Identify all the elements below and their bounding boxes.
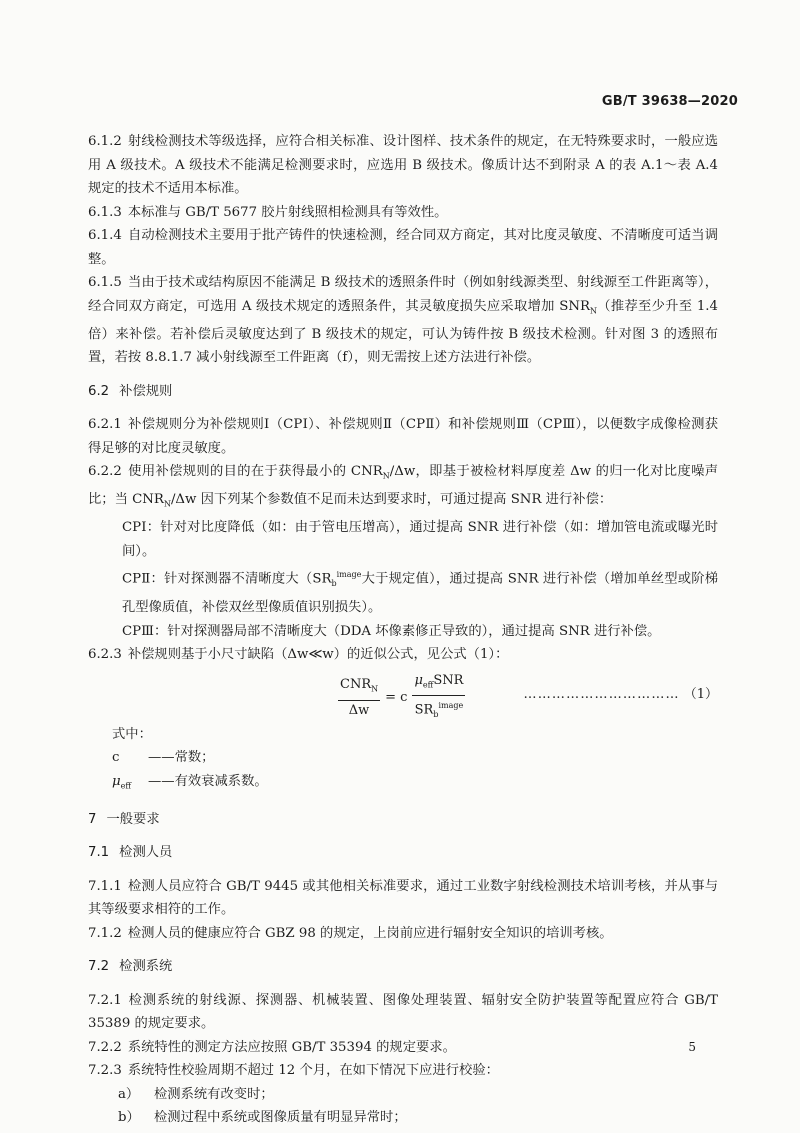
clause-number: 6.1.5 bbox=[88, 275, 122, 290]
rule-text: CPⅡ：针对探测器不清晰度大（SR bbox=[122, 571, 332, 587]
clause-number: 6.1.2 bbox=[88, 134, 122, 149]
superscript: image bbox=[438, 701, 464, 711]
clause-number: 7.2.3 bbox=[88, 1063, 122, 1079]
subscript: eff bbox=[422, 680, 434, 690]
clause-6-2-1 bbox=[88, 413, 718, 460]
clause-text: 射线检测技术等级选择，应符合相关标准、设计图样、技术条件的规定，在无特殊要求时，一般应选用 A 级技术。A 级技术不能满足检测要求时，应选用 B 级技术。像质计达不到附录 A 的表 A.1～表 A.4 规定的技术不适用本标准。 bbox=[88, 134, 718, 196]
list-text: 检测过程中系统或图像质量有明显异常时； bbox=[154, 1110, 407, 1126]
clause-text: 系统特性校验周期不超过 12 个月，在如下情况下应进行校验： bbox=[127, 1063, 499, 1079]
equation-number: （1） bbox=[683, 686, 718, 702]
heading-number: 7 bbox=[88, 811, 97, 827]
leader-dots: …………………………… bbox=[523, 686, 680, 702]
clause-text: 系统特性的测定方法应按照 GB/T 35394 的规定要求。 bbox=[127, 1039, 456, 1055]
where-label: 式中： bbox=[112, 726, 152, 742]
list-item-b bbox=[88, 1106, 718, 1130]
heading-7-2 bbox=[88, 955, 718, 979]
clause-text: 使用补偿规则的目的在于获得最小的 CNR bbox=[127, 464, 383, 480]
clause-text-cont: /Δw，即基于被检材料厚度差 Δw 的归一化对比度噪声比；当 CNR bbox=[88, 464, 719, 508]
rhs-fraction bbox=[412, 673, 465, 724]
clause-7-2-1 bbox=[88, 989, 718, 1036]
subscript: N bbox=[382, 471, 390, 481]
heading-number: 6.2 bbox=[88, 383, 110, 399]
clause-text: 本标准与 GB/T 5677 胶片射线照相检测具有等效性。 bbox=[127, 204, 448, 220]
where-c bbox=[88, 746, 718, 770]
lhs-numerator: CNR bbox=[340, 677, 372, 692]
heading-number: 7.1 bbox=[88, 845, 110, 861]
subscript: N bbox=[590, 306, 597, 316]
clause-number: 7.2.2 bbox=[88, 1039, 122, 1055]
symbol: c bbox=[112, 750, 120, 766]
clause-6-1-3 bbox=[88, 201, 718, 225]
clause-7-1-2 bbox=[88, 922, 718, 946]
lhs-denominator: Δw bbox=[348, 702, 370, 718]
clause-number: 6.1.3 bbox=[88, 204, 122, 220]
clause-text: 自动检测技术主要用于批产铸件的快速检测，经合同双方商定，其对比度灵敏度、不清晰度可适当调整。 bbox=[88, 228, 718, 267]
clause-number: 7.2.1 bbox=[88, 992, 122, 1008]
heading-number: 7.2 bbox=[88, 959, 110, 975]
mu-symbol: μ bbox=[414, 672, 423, 688]
clause-6-2-3 bbox=[88, 643, 718, 667]
clause-6-1-5 bbox=[88, 271, 718, 370]
clause-text: 补偿规则基于小尺寸缺陷（Δw≪w）的近似公式，见公式（1）： bbox=[127, 647, 509, 663]
list-label: b） bbox=[118, 1110, 140, 1126]
page-number: 5 bbox=[688, 1040, 696, 1054]
symbol bbox=[112, 770, 148, 798]
list-item-a bbox=[88, 1083, 718, 1107]
clause-text-cont: （推荐至少升至 1.4 倍）来补偿。若补偿后灵敏度达到了 B 级技术的规定，可认为铸件按 B 级技术检测。针对图 3 的透照布置，若按 8.8.1.7 减小射线源至工件距离（f），则无需按上述方法进行补偿。 bbox=[88, 298, 718, 366]
heading-6-2 bbox=[88, 380, 718, 404]
clause-7-1-1 bbox=[88, 875, 718, 922]
clause-text-cont: /Δw 因下列某个参数值不足而未达到要求时，可通过提高 SNR 进行补偿： bbox=[170, 492, 613, 508]
subscript: eff bbox=[120, 781, 132, 791]
rule-cp3: CPⅢ：针对探测器局部不清晰度大（DDA 坏像素修正导致的），通过提高 SNR 进行补偿。 bbox=[122, 623, 661, 639]
rhs-denominator: SR bbox=[414, 702, 434, 718]
heading-7 bbox=[88, 808, 718, 832]
lhs-fraction bbox=[338, 677, 380, 719]
clause-text: 补偿规则分为补偿规则Ⅰ（CPⅠ）、补偿规则Ⅱ（CPⅡ）和补偿规则Ⅲ（CPⅢ），以便数字成像检测获得足够的对比度灵敏度。 bbox=[88, 417, 718, 456]
clause-7-2-3 bbox=[88, 1059, 718, 1083]
clause-text: 检测人员应符合 GB/T 9445 或其他相关标准要求，通过工业数字射线检测技术培训考核，并从事与其等级要求相符的工作。 bbox=[88, 878, 718, 918]
formula-expression bbox=[338, 673, 465, 724]
clause-number: 7.1.1 bbox=[88, 878, 122, 894]
mu-symbol: μ bbox=[112, 773, 121, 789]
heading-title: 一般要求 bbox=[106, 811, 160, 827]
rule-text-cont: 大于规定值），通过提高 SNR 进行补偿（增加单丝型或阶梯孔型像质值，补偿双丝型像质值识别损失）。 bbox=[122, 571, 719, 616]
heading-7-1 bbox=[88, 841, 718, 865]
clause-number: 6.2.1 bbox=[88, 417, 122, 433]
rule-cp2 bbox=[88, 563, 718, 619]
superscript: image bbox=[336, 570, 362, 580]
equals-constant: = c bbox=[385, 690, 408, 706]
subscript: b bbox=[331, 579, 337, 589]
clause-number: 6.1.4 bbox=[88, 228, 122, 243]
subscript: N bbox=[371, 684, 379, 694]
clause-number: 6.2.3 bbox=[88, 647, 122, 663]
document-body bbox=[88, 130, 718, 1130]
formula-1 bbox=[88, 669, 718, 719]
rule-cp1: CPⅠ：针对对比度降低（如：由于管电压增高），通过提高 SNR 进行补偿（如：增加管电流或曝光时间）。 bbox=[122, 520, 718, 559]
clause-number: 7.1.2 bbox=[88, 925, 122, 941]
list-label: a） bbox=[118, 1086, 140, 1102]
heading-title: 补偿规则 bbox=[119, 383, 173, 399]
formula-number bbox=[524, 683, 718, 702]
rhs-numerator: SNR bbox=[433, 672, 464, 688]
clause-text: 当由于技术或结构原因不能满足 B 级技术的透照条件时（例如射线源类型、射线源至工件距离等），经合同双方商定，可选用 A 级技术规定的透照条件，其灵敏度损失应采取增加 SNR bbox=[88, 275, 718, 314]
clause-text: 检测人员的健康应符合 GBZ 98 的规定，上岗前应进行辐射安全知识的培训考核。 bbox=[127, 925, 613, 941]
subscript: b bbox=[433, 710, 439, 720]
clause-6-1-4 bbox=[88, 224, 718, 271]
definition: ——有效衰减系数。 bbox=[148, 773, 268, 789]
where-mu bbox=[88, 770, 718, 798]
clause-7-2-2 bbox=[88, 1036, 718, 1060]
heading-title: 检测系统 bbox=[119, 959, 173, 975]
clause-6-2-2 bbox=[88, 460, 718, 516]
heading-title: 检测人员 bbox=[119, 845, 173, 861]
list-text: 检测系统有改变时； bbox=[154, 1086, 274, 1102]
standard-number: GB/T 39638—2020 bbox=[601, 94, 738, 109]
definition: ——常数； bbox=[148, 750, 215, 766]
clause-text: 检测系统的射线源、探测器、机械装置、图像处理装置、辐射安全防护装置等配置应符合 GB/T 35389 的规定要求。 bbox=[88, 992, 718, 1032]
clause-number: 6.2.2 bbox=[88, 464, 122, 480]
clause-6-1-2 bbox=[88, 130, 718, 201]
subscript: N bbox=[163, 499, 171, 509]
